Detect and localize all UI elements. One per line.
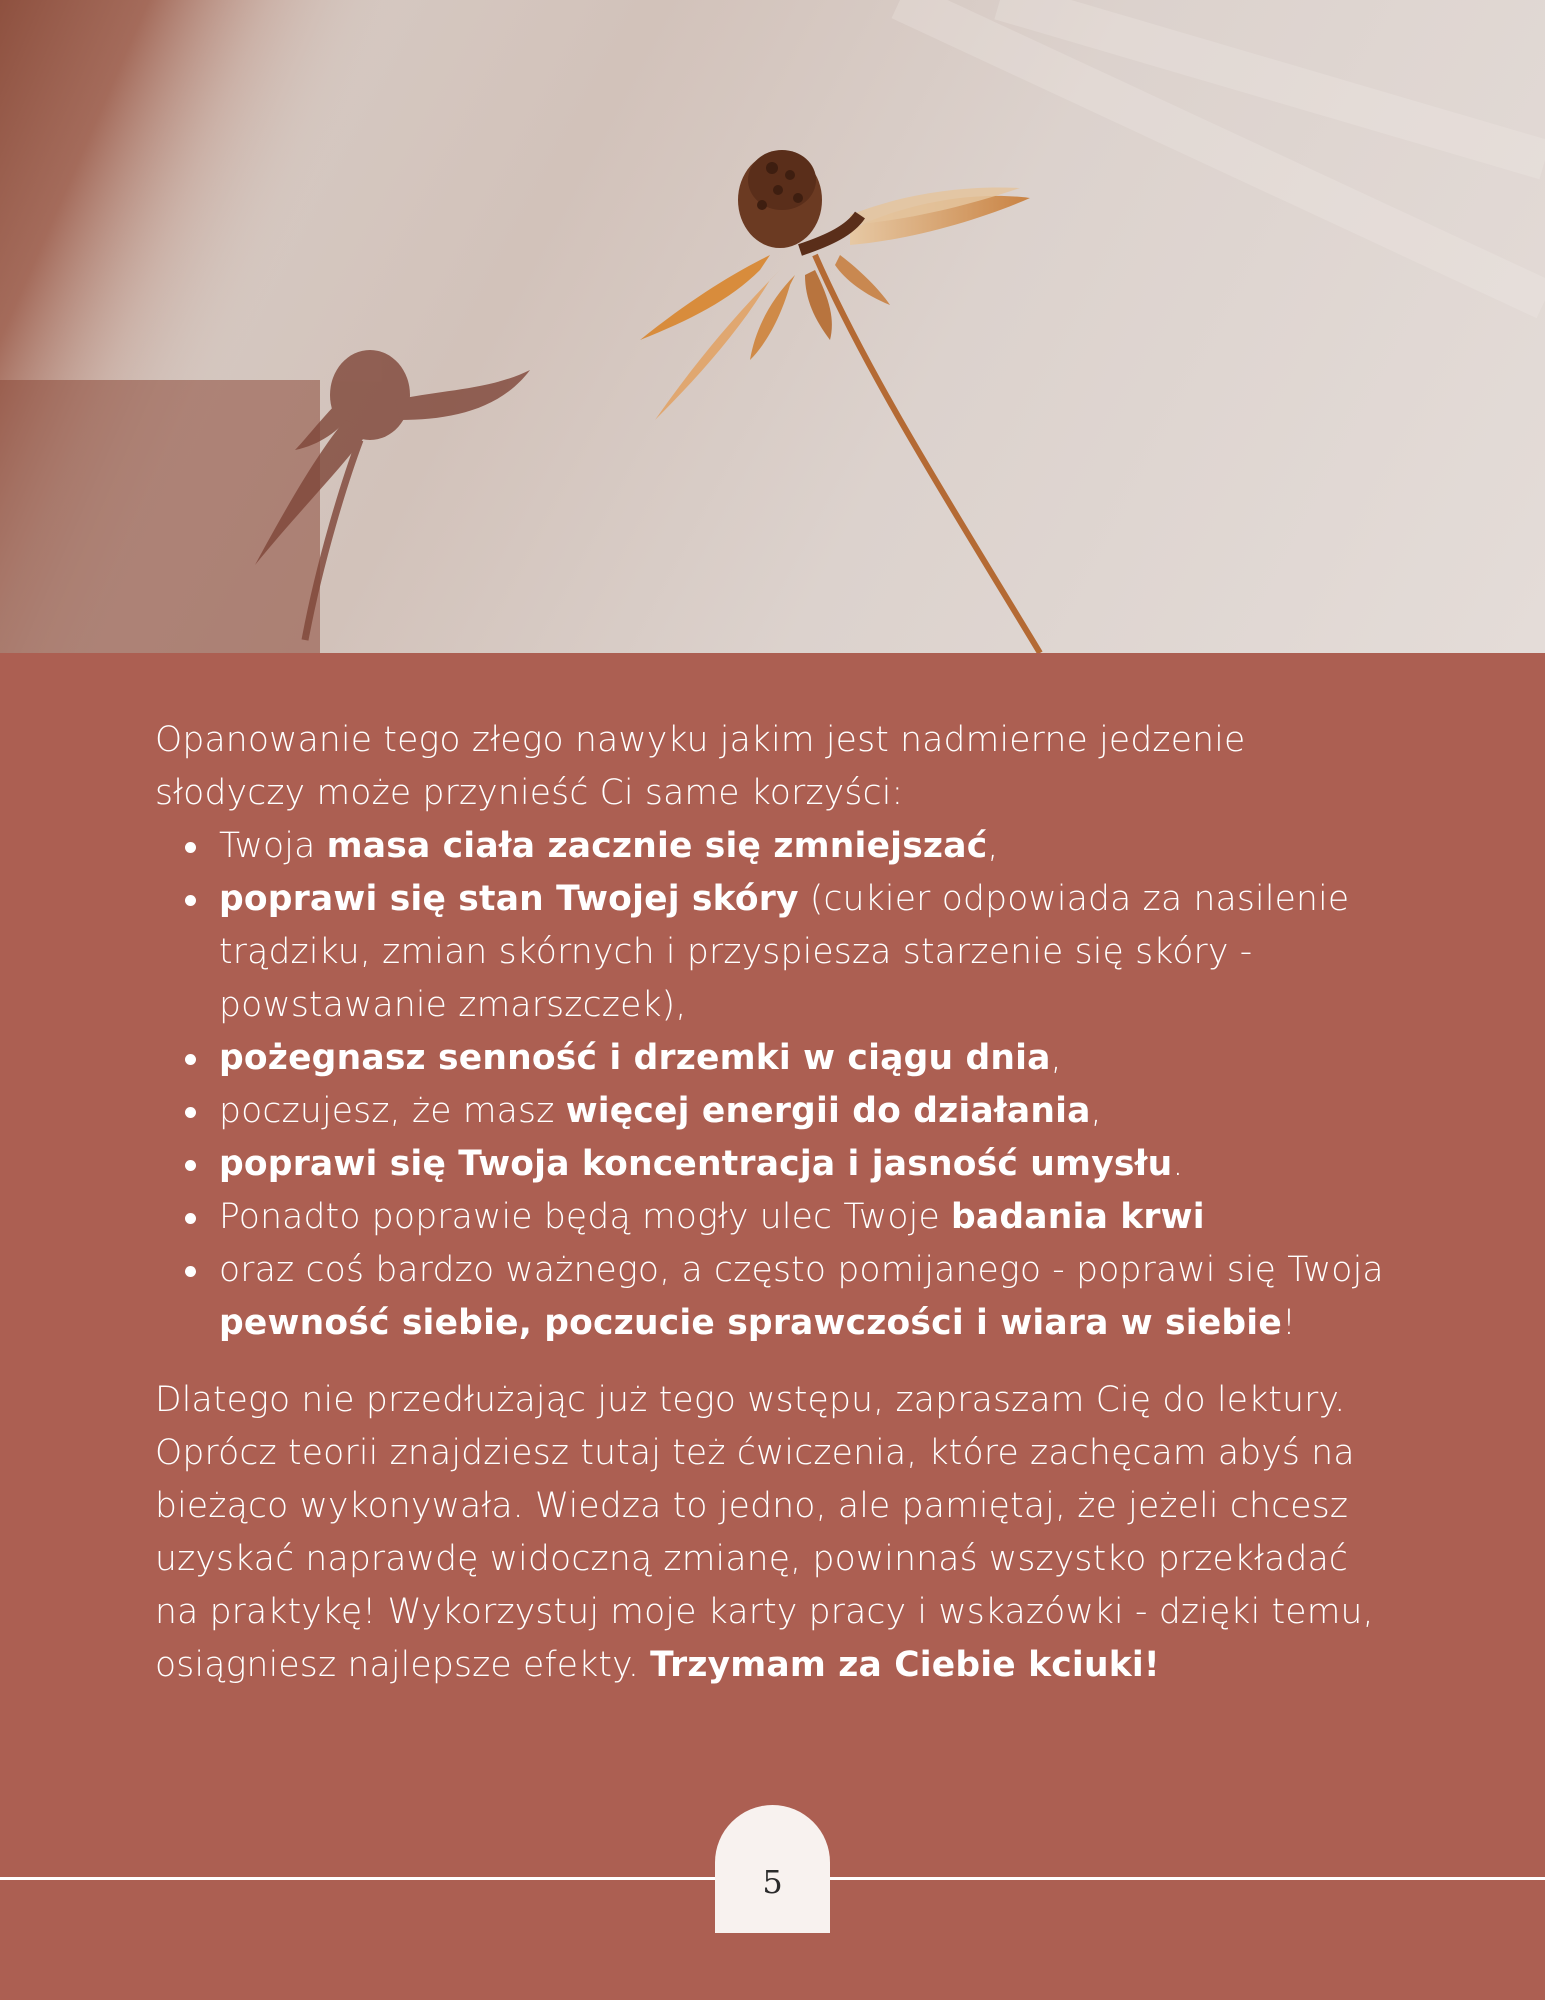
flower-head: [738, 150, 860, 250]
list-item: poprawi się stan Twojej skóry (cukier odpowiada za nasilenie trądziku, zmian skórnych i przyspiesza starzenie się skóry - powstawanie zmarszczek),: [219, 873, 1400, 1032]
page-number: 5: [762, 1863, 783, 1901]
list-item: Twoja masa ciała zacznie się zmniejszać,: [219, 820, 1400, 873]
list-item: pożegnasz senność i drzemki w ciągu dnia,: [219, 1032, 1400, 1085]
closing-phrase: Trzymam za Ciebie kciuki!: [650, 1645, 1160, 1685]
list-item: oraz coś bardzo ważnego, a często pomijanego - poprawi się Twoja pewność siebie, poczucie sprawczości i wiara w siebie!: [219, 1244, 1400, 1350]
outro-paragraph: Dlatego nie przedłużając już tego wstępu, zapraszam Cię do lektury. Oprócz teorii znajdziesz tutaj też ćwiczenia, które zachęcam abyś na bieżąco wykonywała. Wiedza to jedno, ale pamiętaj, że jeżeli chcesz uzyskać naprawdę widoczną zmianę, powinnaś wszystko przekładać na praktykę! Wykorzystuj moje karty pracy i wskazówki - dzięki temu, osiągniesz najlepsze efekty. Trzymam za Ciebie kciuki!: [155, 1380, 1374, 1685]
hero-photo: [0, 0, 1545, 653]
dried-flower-illustration: [0, 0, 1545, 653]
page-number-tab: [715, 1805, 830, 1933]
flower-stem: [815, 255, 1040, 653]
benefits-list: [155, 820, 1400, 1350]
intro-paragraph: Opanowanie tego złego nawyku jakim jest nadmierne jedzenie słodyczy może przynieść Ci same korzyści:: [155, 720, 1246, 813]
list-item: Ponadto poprawie będą mogły ulec Twoje badania krwi: [219, 1191, 1400, 1244]
main-text: [155, 714, 1400, 1692]
list-item: poczujesz, że masz więcej energii do działania,: [219, 1085, 1400, 1138]
list-item: poprawi się Twoja koncentracja i jasność umysłu.: [219, 1138, 1400, 1191]
